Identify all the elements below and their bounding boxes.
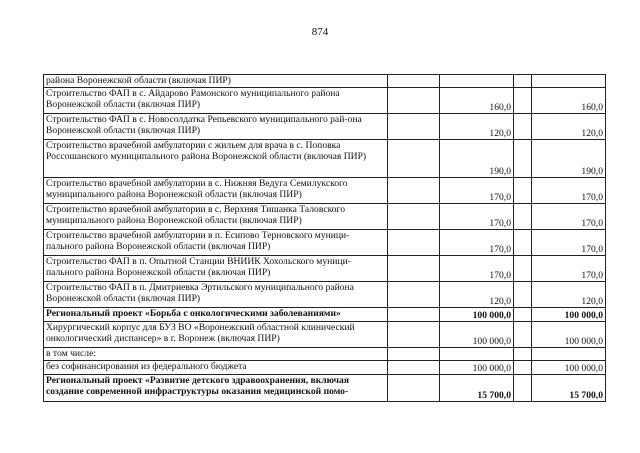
empty-cell <box>514 361 532 375</box>
empty-cell <box>514 348 532 361</box>
row-description: Строительство врачебной амбулатории в с. Нижняя Ведуга Семилукского муниципального района Воронежской области (включая ПИР) <box>44 178 388 204</box>
table-row <box>44 178 606 204</box>
page-number: 874 <box>311 26 329 38</box>
empty-cell <box>388 75 440 88</box>
row-amount-total <box>440 75 514 88</box>
empty-cell <box>388 88 440 114</box>
empty-cell <box>388 230 440 256</box>
row-amount-regional: 170,0 <box>532 178 606 204</box>
row-amount-regional: 170,0 <box>532 204 606 230</box>
table-row <box>44 308 606 322</box>
row-amount-total: 170,0 <box>440 256 514 282</box>
empty-cell <box>388 178 440 204</box>
empty-cell <box>388 114 440 140</box>
row-amount-total <box>440 348 514 361</box>
row-amount-total: 100 000,0 <box>440 322 514 348</box>
row-description: района Воронежской области (включая ПИР) <box>44 75 388 88</box>
row-amount-regional: 120,0 <box>532 114 606 140</box>
row-amount-total: 100 000,0 <box>440 308 514 322</box>
empty-cell <box>388 140 440 178</box>
empty-cell <box>514 140 532 178</box>
row-amount-total: 170,0 <box>440 204 514 230</box>
table-row <box>44 88 606 114</box>
empty-cell <box>514 322 532 348</box>
empty-cell <box>514 282 532 308</box>
row-amount-regional <box>532 75 606 88</box>
row-amount-regional: 170,0 <box>532 230 606 256</box>
row-amount-regional: 100 000,0 <box>532 308 606 322</box>
empty-cell <box>388 361 440 375</box>
table-row <box>44 204 606 230</box>
empty-cell <box>388 282 440 308</box>
row-description: Строительство ФАП в п. Дмитриевка Эртильского муниципального района Воронежской области (включая ПИР) <box>44 282 388 308</box>
empty-cell <box>514 375 532 402</box>
row-description: без софинансирования из федерального бюджета <box>44 361 388 375</box>
table-row <box>44 75 606 88</box>
row-description: Хирургический корпус для БУЗ ВО «Воронежский областной клинический онкологический диспансер» в г. Воронеж (включая ПИР) <box>44 322 388 348</box>
table-row <box>44 140 606 178</box>
empty-cell <box>514 256 532 282</box>
empty-cell <box>388 256 440 282</box>
row-description: Строительство врачебной амбулатории с жильем для врача в с. Поповка Россошанского муниципального района Воронежской области (включая ПИР) <box>44 140 388 178</box>
row-amount-regional <box>532 348 606 361</box>
row-amount-regional: 160,0 <box>532 88 606 114</box>
empty-cell <box>388 375 440 402</box>
row-description: Региональный проект «Развитие детского здравоохранения, включая создание современной инфраструктуры оказания медицинской помо- <box>44 375 388 402</box>
row-description: Строительство ФАП в с. Новосолдатка Репьевского муниципального рай-она Воронежской области (включая ПИР) <box>44 114 388 140</box>
budget-table <box>43 74 606 402</box>
table-row <box>44 256 606 282</box>
row-amount-regional: 15 700,0 <box>532 375 606 402</box>
row-amount-total: 120,0 <box>440 114 514 140</box>
row-amount-total: 170,0 <box>440 230 514 256</box>
empty-cell <box>388 308 440 322</box>
row-amount-total: 120,0 <box>440 282 514 308</box>
row-amount-total: 190,0 <box>440 140 514 178</box>
table-row <box>44 361 606 375</box>
empty-cell <box>514 114 532 140</box>
row-description: Строительство ФАП в с. Айдарово Рамонского муниципального района Воронежской области (включая ПИР) <box>44 88 388 114</box>
table-row <box>44 348 606 361</box>
empty-cell <box>514 204 532 230</box>
table-row <box>44 375 606 402</box>
empty-cell <box>388 348 440 361</box>
table-row <box>44 282 606 308</box>
empty-cell <box>514 230 532 256</box>
empty-cell <box>514 75 532 88</box>
row-amount-regional: 170,0 <box>532 256 606 282</box>
row-description: в том числе: <box>44 348 388 361</box>
empty-cell <box>514 308 532 322</box>
empty-cell <box>388 204 440 230</box>
empty-cell <box>514 88 532 114</box>
row-description: Строительство врачебной амбулатории в п. Есипово Терновского муници-пального района Воронежской области (включая ПИР) <box>44 230 388 256</box>
row-amount-regional: 100 000,0 <box>532 322 606 348</box>
row-amount-total: 160,0 <box>440 88 514 114</box>
table-row <box>44 114 606 140</box>
row-amount-total: 15 700,0 <box>440 375 514 402</box>
row-amount-total: 170,0 <box>440 178 514 204</box>
row-amount-regional: 120,0 <box>532 282 606 308</box>
row-description: Строительство ФАП в п. Опытной Станции ВНИИК Хохольского муници-пального района Воронежской области (включая ПИР) <box>44 256 388 282</box>
row-description: Строительство врачебной амбулатории в с. Верхняя Тишанка Таловского муниципального района Воронежской области (включая ПИР) <box>44 204 388 230</box>
row-amount-total: 100 000,0 <box>440 361 514 375</box>
row-amount-regional: 190,0 <box>532 140 606 178</box>
empty-cell <box>388 322 440 348</box>
table-row <box>44 230 606 256</box>
row-description: Региональный проект «Борьба с онкологическими заболеваниями» <box>44 308 388 322</box>
empty-cell <box>514 178 532 204</box>
table-row <box>44 322 606 348</box>
row-amount-regional: 100 000,0 <box>532 361 606 375</box>
